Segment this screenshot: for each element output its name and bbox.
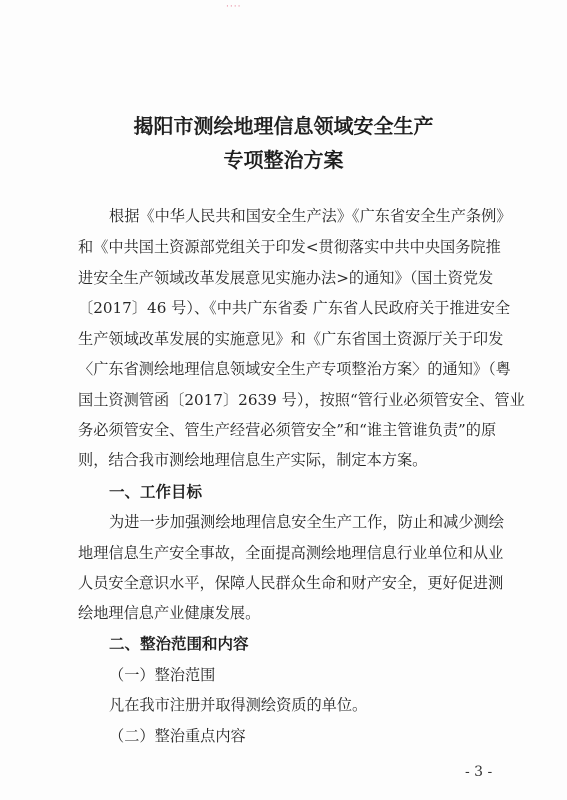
preamble-line: 生产领域改革发展的实施意见》和《广东省国土资源厅关于印发 (78, 330, 504, 348)
stamp-mark: ···· (226, 2, 242, 12)
section-1-line: 人员安全意识水平，保障人民群众生命和财产安全，更好促进测 (78, 574, 504, 592)
section-heading-scope: 二、整治范围和内容 (109, 635, 249, 653)
subsection-scope-text: 凡在我市注册并取得测绘资质的单位。 (109, 696, 368, 714)
preamble-line: 进安全生产领域改革发展意见实施办法>的通知》（国土资党发 (78, 269, 494, 287)
section-1-line: 绘地理信息产业健康发展。 (78, 604, 261, 622)
preamble-line: 〔2017〕46 号）、《中共广东省委 广东省人民政府关于推进安全 (78, 299, 511, 317)
page-number: - 3 - (465, 764, 493, 780)
document-title-line-2: 专项整治方案 (223, 148, 344, 172)
preamble-line: 则，结合我市测绘地理信息生产实际，制定本方案。 (78, 451, 428, 469)
section-heading-goals: 一、工作目标 (109, 483, 203, 501)
preamble-line: 和《中共国土资源部党组关于印发<贯彻落实中共中央国务院推 (78, 238, 501, 256)
section-1-line: 地理信息生产安全事故，全面提高测绘地理信息行业单位和从业 (78, 544, 504, 562)
subsection-scope-title: （一）整治范围 (109, 666, 216, 684)
section-1-line: 为进一步加强测绘地理信息安全生产工作，防止和减少测绘 (109, 513, 504, 531)
preamble-line: 务必须管安全、管生产经营必须管安全”和“谁主管谁负责”的原 (78, 421, 497, 439)
subsection-key-content-title: （二）整治重点内容 (109, 727, 246, 745)
preamble-line: 国土资测管函〔2017〕2639 号），按照“管行业必须管安全、管业 (78, 391, 525, 409)
preamble-line: 根据《中华人民共和国安全生产法》《广东省安全生产条例》 (109, 207, 512, 225)
preamble-line: 〈广东省测绘地理信息领域安全生产专项整治方案〉的通知》（粤 (78, 360, 511, 378)
document-title-line-1: 揭阳市测绘地理信息领域安全生产 (133, 114, 434, 138)
